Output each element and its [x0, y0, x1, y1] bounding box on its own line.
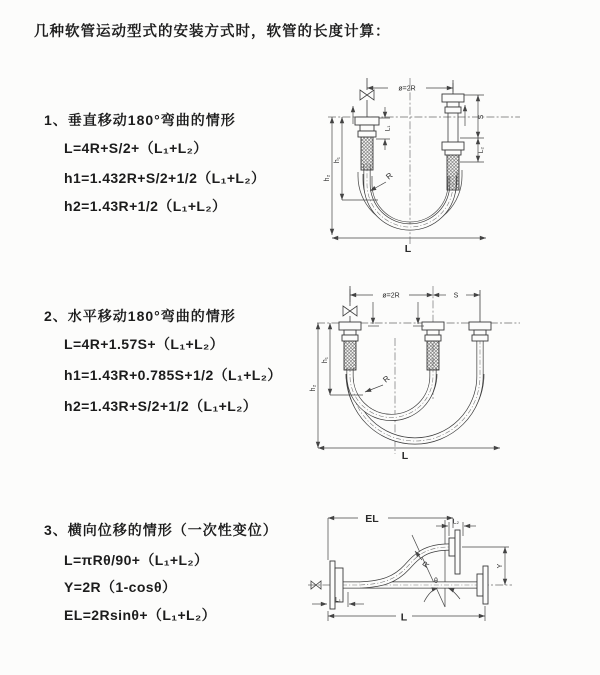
section3-formula-L: L=πRθ/90+（L₁+L₂）	[64, 552, 209, 568]
flange-upper-right	[449, 530, 460, 574]
section1-formula-h1: h1=1.432R+S/2+1/2（L₁+L₂）	[64, 170, 266, 186]
valve-icon	[360, 90, 374, 100]
dim-label-s: S	[453, 292, 459, 300]
dim-label-h1: h₁	[334, 156, 341, 164]
braid-left	[361, 136, 373, 170]
page-title: 几种软管运动型式的安装方式时，软管的长度计算：	[34, 24, 391, 40]
dim-label-h2: h₂	[324, 174, 331, 182]
dim-label-el: EL	[365, 513, 379, 525]
dimension-l	[332, 238, 486, 255]
radius-label: R	[384, 170, 395, 182]
dimension-el	[328, 513, 453, 560]
dimension-a2r	[350, 289, 433, 302]
section3-formula-Y: Y=2R（1-cosθ）	[64, 579, 177, 595]
dim-label-h2: h₂	[310, 384, 317, 392]
fitting-right	[469, 322, 491, 341]
dim-label-l2: L₂	[452, 518, 460, 526]
valve-icon	[343, 306, 357, 316]
dim-label-l1: L₁	[384, 125, 392, 132]
dim-label-s: S	[478, 114, 485, 120]
dimension-s	[433, 293, 480, 300]
hose-tube-displaced	[360, 547, 455, 585]
dim-label-l: L	[401, 450, 409, 462]
fitting-right-top	[442, 94, 464, 113]
section3-formula-EL: EL=2Rsinθ+（L₁+L₂）	[64, 607, 217, 623]
dim-label-l1: L₁	[335, 596, 341, 604]
fitting-left	[339, 322, 361, 341]
diagram-lateral-displacement	[300, 492, 600, 662]
hose-tube-original	[350, 367, 433, 417]
dim-label-l: L	[400, 611, 408, 624]
section2-formula-h1: h1=1.43R+0.785S+1/2（L₁+L₂）	[64, 367, 282, 383]
dimension-h1	[322, 323, 363, 395]
fitting-right-bottom	[442, 142, 464, 155]
diagram-vertical-180-bend	[308, 72, 593, 262]
dimension-l	[328, 606, 485, 624]
dimension-h2	[310, 323, 318, 448]
radius-annotation	[365, 374, 392, 392]
section2-formula-h2: h2=1.43R+S/2+1/2（L₁+L₂）	[64, 398, 258, 414]
dimension-l1	[376, 107, 392, 150]
flange-right	[477, 566, 488, 604]
dim-label-h1: h₁	[322, 356, 329, 364]
braid-right	[447, 154, 459, 190]
movement-arrows	[368, 302, 424, 326]
section1-heading: 1、垂直移动180°弯曲的情形	[44, 112, 236, 128]
radius-label: R	[420, 559, 432, 570]
pipe-right-mid	[448, 113, 458, 142]
section1-formula-L: L=4R+S/2+（L₁+L₂）	[64, 140, 208, 156]
fitting-left	[355, 117, 379, 137]
braid-middle	[427, 340, 439, 370]
section1-formula-h2: h2=1.43R+1/2（L₁+L₂）	[64, 198, 227, 214]
section3-heading: 3、横向位移的情形（一次性变位）	[44, 522, 278, 538]
diagram-horizontal-180-bend	[305, 278, 600, 460]
radius-label: R	[381, 373, 392, 385]
radius-annotation	[370, 171, 395, 191]
section2-formula-L: L=4R+1.57S+（L₁+L₂）	[64, 336, 225, 352]
dim-label-a2r: ø=2R	[382, 292, 400, 300]
angle-label: θ	[434, 578, 438, 585]
dimension-h2	[324, 117, 332, 235]
dim-label-l: L	[404, 243, 412, 255]
braid-left	[344, 340, 356, 370]
fitting-middle	[422, 322, 444, 341]
dim-label-a2r: ø=2R	[398, 85, 416, 93]
dim-label-l2: L₂	[478, 146, 485, 154]
dimension-l	[318, 448, 500, 462]
dim-label-y: Y	[497, 563, 504, 569]
section2-heading: 2、水平移动180°弯曲的情形	[44, 308, 236, 324]
